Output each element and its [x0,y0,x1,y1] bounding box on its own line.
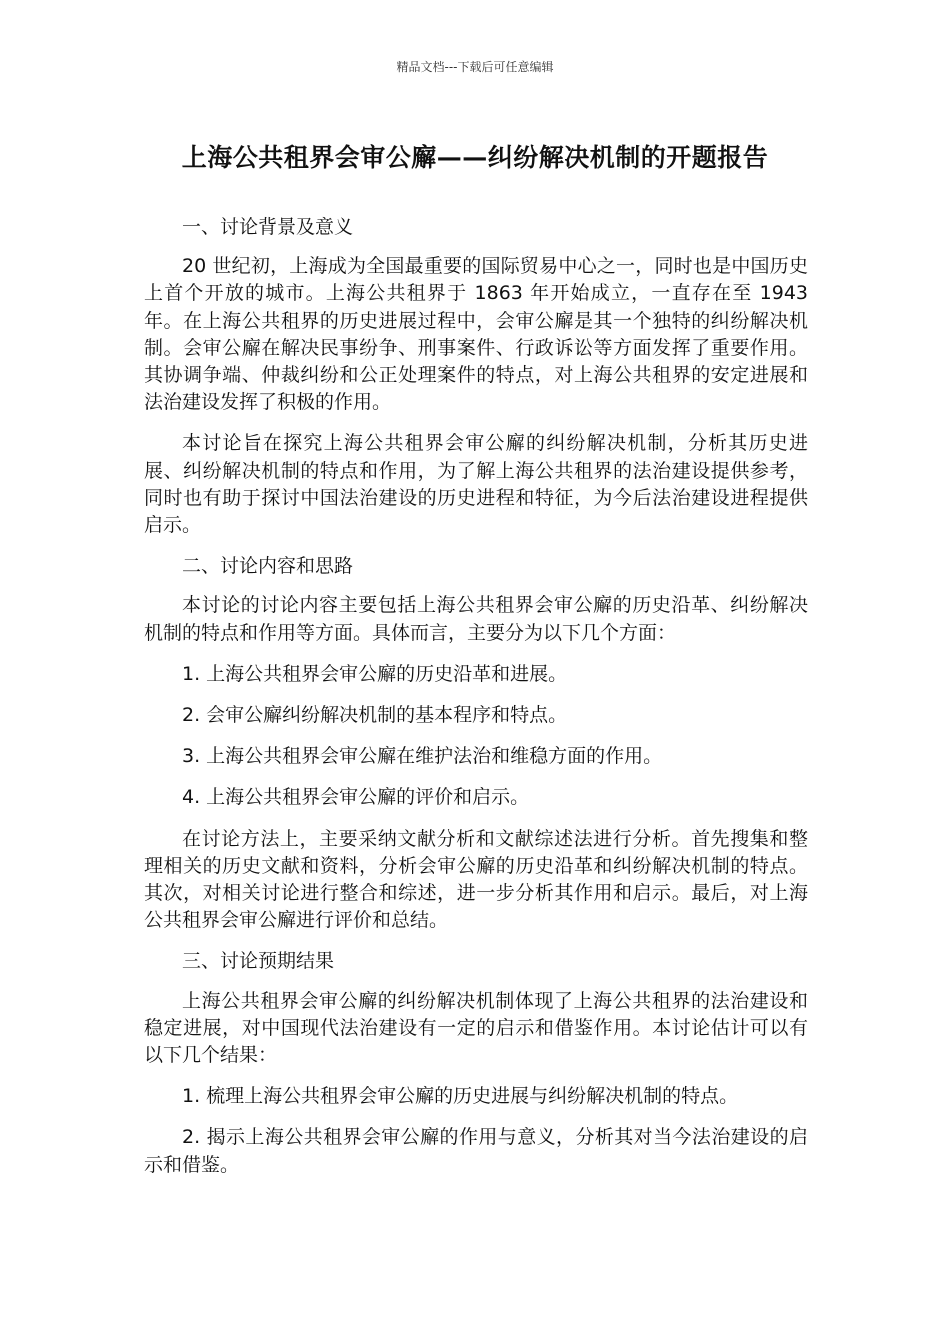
list-item: 3. 上海公共租界会审公廨在维护法治和维稳方面的作用。 [182,745,663,768]
section-heading-3: 三、讨论预期结果 [182,950,335,973]
list-item: 4. 上海公共租界会审公廨的评价和启示。 [182,786,530,809]
paragraph-purpose: 本讨论旨在探究上海公共租界会审公廨的纠纷解决机制，分析其历史进展、纠纷解决机制的特点和作用，为了解上海公共租界的法治建设提供参考，同时也有助于探讨中国法治建设的历史进程和特征，为今后法治建设进程提供启示。 [144,432,808,537]
paragraph-results-intro: 上海公共租界会审公廨的纠纷解决机制体现了上海公共租界的法治建设和稳定进展，对中国现代法治建设有一定的启示和借鉴作用。本讨论估计可以有以下几个结果： [144,989,808,1067]
list-item: 2. 揭示上海公共租界会审公廨的作用与意义，分析其对当今法治建设的启示和借鉴。 [144,1126,808,1176]
header-note: 精品文档---下载后可任意编辑 [396,60,554,74]
list-item: 1. 梳理上海公共租界会审公廨的历史进展与纠纷解决机制的特点。 [182,1085,739,1108]
section-heading-2: 二、讨论内容和思路 [182,555,354,578]
document-title: 上海公共租界会审公廨——纠纷解决机制的开题报告 [181,143,769,172]
list-item: 2. 会审公廨纠纷解决机制的基本程序和特点。 [182,704,568,727]
document-body [144,214,808,1193]
paragraph-content-intro: 本讨论的讨论内容主要包括上海公共租界会审公廨的历史沿革、纠纷解决机制的特点和作用等方面。具体而言，主要分为以下几个方面： [144,594,808,644]
list-item: 1. 上海公共租界会审公廨的历史沿革和进展。 [182,662,568,685]
section-heading-1: 一、讨论背景及意义 [182,216,354,238]
paragraph-method: 在讨论方法上，主要采纳文献分析和文献综述法进行分析。首先搜集和整理相关的历史文献和资料，分析会审公廨的历史沿革和纠纷解决机制的特点。其次，对相关讨论进行整合和综述，进一步分析其作用和启示。最后，对上海公共租界会审公廨进行评价和总结。 [144,827,808,932]
paragraph-background: 20 世纪初，上海成为全国最重要的国际贸易中心之一，同时也是中国历史上首个开放的城市。上海公共租界于 1863 年开始成立，一直存在至 1943 年。在上海公共租界的历史进展过程中，会审公廨是其一个独特的纠纷解决机制。会审公廨在解决民事纷争、刑事案件、行政诉讼等方面发挥了重要作用。其协调争端、仲裁纠纷和公正处理案件的特点，对上海公共租界的安定进展和法治建设发挥了积极的作用。 [144,255,808,414]
